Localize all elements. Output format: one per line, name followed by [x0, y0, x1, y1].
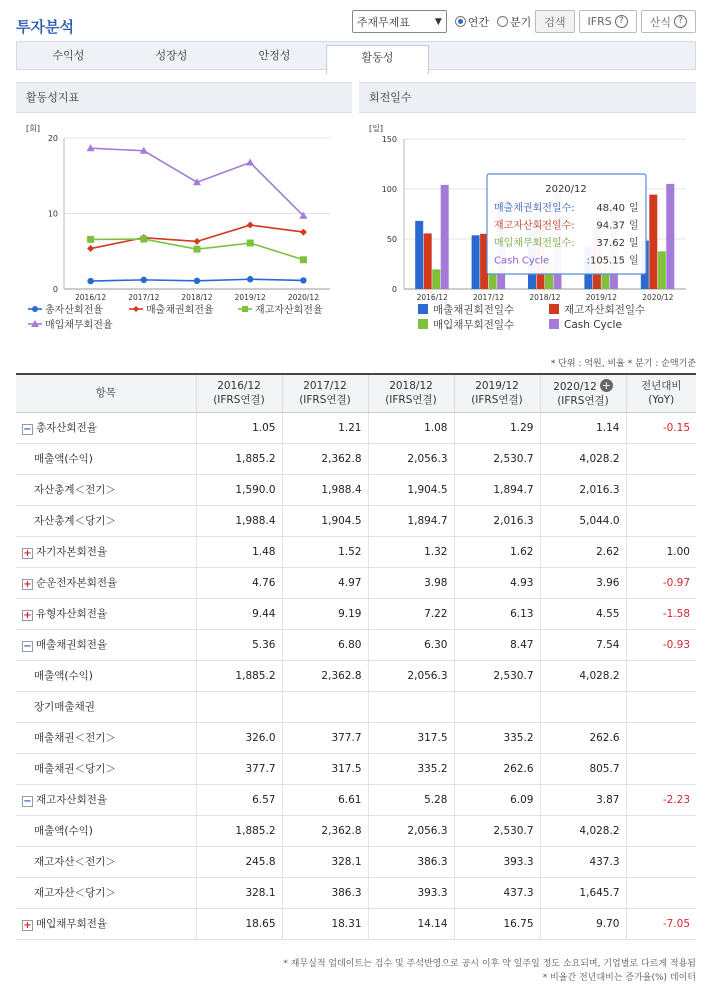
x-tick-label: 2018/12: [181, 293, 213, 302]
series-line: [91, 225, 304, 248]
value-cell: 328.1: [196, 877, 282, 908]
bar[interactable]: [472, 235, 480, 289]
value-cell: 317.5: [282, 753, 368, 784]
value-cell: 4.93: [454, 567, 540, 598]
value-cell: 2.62: [540, 536, 626, 567]
value-cell: 1,904.5: [282, 505, 368, 536]
value-cell: 386.3: [368, 846, 454, 877]
value-cell: 6.13: [454, 598, 540, 629]
yoy-cell: [626, 722, 696, 753]
radio-quarter[interactable]: [497, 14, 531, 30]
value-cell: 2,056.3: [368, 443, 454, 474]
expand-icon[interactable]: +: [23, 920, 32, 931]
value-cell: 1.14: [540, 412, 626, 443]
y-unit-label: [회]: [26, 124, 40, 133]
collapse-icon[interactable]: −: [23, 424, 32, 435]
value-cell: 14.14: [368, 908, 454, 939]
tooltip-value: 94.37: [596, 220, 625, 232]
tooltip-value: 48.40: [596, 203, 625, 214]
value-cell: 805.7: [540, 753, 626, 784]
data-point[interactable]: [140, 236, 147, 243]
radio-quarter-label: 분기: [510, 15, 532, 29]
value-cell: 5.28: [368, 784, 454, 815]
x-tick-label: 2020/12: [642, 293, 674, 302]
value-cell: 328.1: [282, 846, 368, 877]
footnotes: [283, 957, 696, 985]
table-row: [16, 753, 696, 784]
value-cell: 1.48: [196, 536, 282, 567]
row-label: 매출액(수익): [16, 443, 196, 474]
radio-annual-label: 연간: [467, 15, 489, 29]
value-cell: 6.80: [282, 629, 368, 660]
value-cell: 2,530.7: [454, 443, 540, 474]
value-cell: 393.3: [454, 846, 540, 877]
y-tick-label: 10: [47, 209, 58, 219]
value-cell: 393.3: [368, 877, 454, 908]
yoy-cell: 1.00: [626, 536, 696, 567]
row-label: + 유형자산회전율: [16, 598, 196, 629]
bar[interactable]: [415, 221, 423, 289]
value-cell: 2,362.8: [282, 815, 368, 846]
tooltip-label: 매입채무회전일수:: [494, 238, 575, 249]
analysis-tabs: [16, 41, 696, 70]
bar[interactable]: [649, 195, 657, 289]
turnover-days-bar-chart: [359, 113, 696, 338]
legend-marker: [133, 306, 139, 312]
value-cell: 1,894.7: [368, 505, 454, 536]
table-row[interactable]: [16, 567, 696, 598]
value-cell: 386.3: [282, 877, 368, 908]
value-cell: 335.2: [368, 753, 454, 784]
statement-select-value: 주재무제표: [356, 15, 410, 29]
yoy-cell: [626, 660, 696, 691]
bar[interactable]: [424, 233, 432, 289]
row-label: 재고자산＜전기＞: [16, 846, 196, 877]
value-cell: 3.87: [540, 784, 626, 815]
row-label: 매출채권＜당기＞: [16, 753, 196, 784]
legend-label[interactable]: 매입채무회전율: [45, 320, 113, 331]
value-cell: 1,645.7: [540, 877, 626, 908]
value-cell: 2,530.7: [454, 815, 540, 846]
row-label: − 재고자산회전율: [16, 784, 196, 815]
legend-label[interactable]: Cash Cycle: [564, 319, 622, 331]
tooltip-unit: 일: [629, 203, 639, 214]
value-cell: 245.8: [196, 846, 282, 877]
y-tick-label: 50: [386, 235, 397, 244]
value-cell: 1.05: [196, 412, 282, 443]
expand-icon[interactable]: +: [23, 548, 32, 559]
legend-label[interactable]: 재고자산회전율: [255, 305, 323, 316]
value-cell: 6.30: [368, 629, 454, 660]
collapse-icon[interactable]: −: [23, 641, 32, 652]
value-cell: 1,988.4: [282, 474, 368, 505]
value-cell: 1.29: [454, 412, 540, 443]
value-cell: 377.7: [196, 753, 282, 784]
activity-table: [16, 373, 696, 940]
table-row[interactable]: [16, 598, 696, 629]
value-cell: 1.52: [282, 536, 368, 567]
data-point[interactable]: [246, 159, 254, 166]
value-cell: 6.57: [196, 784, 282, 815]
unit-note: * 단위 : 억원, 비율 * 분기 : 순액기준: [550, 359, 696, 369]
header-item: 항목: [16, 374, 196, 412]
value-cell: 2,016.3: [540, 474, 626, 505]
value-cell: 2,016.3: [454, 505, 540, 536]
yoy-cell: [626, 815, 696, 846]
radio-off-icon: [497, 16, 508, 27]
legend-label[interactable]: 매입채무회전일수: [433, 319, 515, 331]
y-tick-label: 0: [52, 285, 58, 294]
value-cell: 335.2: [454, 722, 540, 753]
collapse-icon[interactable]: −: [23, 796, 32, 807]
x-tick-label: 2018/12: [529, 293, 561, 302]
legend-label[interactable]: 매출채권회전일수: [433, 304, 515, 316]
value-cell: 7.22: [368, 598, 454, 629]
row-label: − 매출채권회전율: [16, 629, 196, 660]
table-row: [16, 815, 696, 846]
table-row[interactable]: [16, 629, 696, 660]
x-tick-label: 2016/12: [416, 293, 448, 302]
tooltip-label: Cash Cycle: [494, 255, 550, 267]
tab-profitability[interactable]: 수익성: [52, 49, 85, 62]
yoy-cell: [626, 753, 696, 784]
row-label: 매출액(수익): [16, 660, 196, 691]
y-tick-label: 20: [47, 134, 58, 143]
x-tick-label: 2020/12: [287, 293, 319, 302]
tooltip-unit: 일: [629, 255, 639, 267]
value-cell: 16.75: [454, 908, 540, 939]
value-cell: 4,028.2: [540, 443, 626, 474]
question-icon: ?: [674, 15, 687, 28]
data-point[interactable]: [247, 222, 254, 229]
yoy-cell: [626, 877, 696, 908]
value-cell: 1,904.5: [368, 474, 454, 505]
value-cell: 1.08: [368, 412, 454, 443]
yoy-cell: -0.93: [626, 629, 696, 660]
x-tick-label: 2017/12: [473, 293, 505, 302]
search-button[interactable]: 검색: [535, 10, 574, 33]
yoy-cell: [626, 846, 696, 877]
value-cell: 4.55: [540, 598, 626, 629]
value-cell: 1.62: [454, 536, 540, 567]
bar[interactable]: [432, 269, 440, 289]
table-row[interactable]: [16, 784, 696, 815]
turnover-days-panel: [359, 82, 696, 338]
value-cell: 5,044.0: [540, 505, 626, 536]
value-cell: 4.97: [282, 567, 368, 598]
row-label: 매출액(수익): [16, 815, 196, 846]
value-cell: [282, 691, 368, 722]
chart-tooltip: [487, 174, 646, 274]
table-row: [16, 443, 696, 474]
tooltip-title: 2020/12: [545, 184, 587, 195]
value-cell: 317.5: [368, 722, 454, 753]
legend-marker: [32, 306, 38, 312]
value-cell: 1,988.4: [196, 505, 282, 536]
value-cell: 2,362.8: [282, 660, 368, 691]
header-year: 2016/12 (IFRS연결): [196, 374, 282, 412]
value-cell: 1,894.7: [454, 474, 540, 505]
value-cell: 18.65: [196, 908, 282, 939]
yoy-cell: [626, 691, 696, 722]
value-cell: 1,885.2: [196, 660, 282, 691]
legend-swatch: [418, 304, 428, 314]
legend-label[interactable]: 매출채권회전율: [146, 305, 214, 316]
value-cell: [196, 691, 282, 722]
row-label: + 자기자본회전율: [16, 536, 196, 567]
value-cell: 377.7: [282, 722, 368, 753]
formula-help-button[interactable]: [641, 10, 696, 33]
chevron-down-icon: ▼: [434, 16, 442, 27]
value-cell: 1.21: [282, 412, 368, 443]
footnote: * 재무실적 업데이트는 검수 및 주석반영으로 공시 이후 약 일주일 정도 소요되며, 기업별로 다르게 적용됨: [283, 959, 696, 969]
yoy-cell: -2.23: [626, 784, 696, 815]
value-cell: [540, 691, 626, 722]
legend-label[interactable]: 재고자산회전일수: [564, 304, 646, 316]
yoy-cell: [626, 474, 696, 505]
data-point[interactable]: [300, 229, 307, 236]
value-cell: 3.96: [540, 567, 626, 598]
value-cell: 18.31: [282, 908, 368, 939]
row-label: 재고자산＜당기＞: [16, 877, 196, 908]
tooltip-value: 37.62: [596, 238, 625, 249]
toolbar: [352, 10, 696, 33]
ifrs-label: IFRS: [587, 15, 612, 28]
page-title: 투자분석: [16, 18, 74, 36]
yoy-cell: -0.15: [626, 412, 696, 443]
value-cell: 4.76: [196, 567, 282, 598]
table-row: [16, 474, 696, 505]
row-label: 자산총계＜당기＞: [16, 505, 196, 536]
y-tick-label: 150: [381, 135, 397, 144]
activity-ratio-heading: 활동성지표: [16, 83, 352, 113]
x-tick-label: 2016/12: [75, 293, 107, 302]
activity-ratio-panel: [16, 82, 352, 338]
data-point[interactable]: [247, 276, 253, 282]
header-year: 2019/12 (IFRS연결): [454, 374, 540, 412]
expand-icon[interactable]: +: [23, 579, 32, 590]
value-cell: [368, 691, 454, 722]
value-cell: 3.98: [368, 567, 454, 598]
legend-marker: [242, 306, 248, 312]
value-cell: 4,028.2: [540, 660, 626, 691]
data-point[interactable]: [247, 240, 254, 247]
footnote: * 비율간 전년대비는 증가율(%) 데이터: [542, 973, 696, 983]
value-cell: 7.54: [540, 629, 626, 660]
legend-swatch: [549, 304, 559, 314]
value-cell: 262.6: [540, 722, 626, 753]
y-tick-label: 0: [391, 285, 397, 294]
tab-growth[interactable]: 성장성: [155, 49, 188, 62]
header-yoy: 전년대비 (YoY): [626, 374, 696, 412]
yoy-cell: -7.05: [626, 908, 696, 939]
yoy-cell: [626, 443, 696, 474]
header-year: 2018/12 (IFRS연결): [368, 374, 454, 412]
x-tick-label: 2017/12: [128, 293, 160, 302]
question-icon: ?: [615, 15, 628, 28]
table-row[interactable]: [16, 908, 696, 939]
tooltip-label: 매출채권회전일수:: [494, 203, 575, 214]
table-row[interactable]: [16, 412, 696, 443]
y-unit-label: [일]: [369, 124, 383, 133]
value-cell: 2,362.8: [282, 443, 368, 474]
value-cell: 2,056.3: [368, 660, 454, 691]
value-cell: 6.09: [454, 784, 540, 815]
row-label: + 매입채무회전율: [16, 908, 196, 939]
table-row: [16, 505, 696, 536]
table-row: [16, 877, 696, 908]
value-cell: 8.47: [454, 629, 540, 660]
value-cell: 437.3: [454, 877, 540, 908]
tooltip-unit: 일: [629, 220, 639, 232]
data-point[interactable]: [87, 278, 93, 284]
y-tick-label: 100: [381, 185, 397, 194]
row-label: + 순운전자본회전율: [16, 567, 196, 598]
data-point[interactable]: [87, 236, 94, 243]
row-label: 매출채권＜전기＞: [16, 722, 196, 753]
value-cell: 1.32: [368, 536, 454, 567]
value-cell: 1,885.2: [196, 815, 282, 846]
legend-swatch: [549, 319, 559, 329]
value-cell: 2,056.3: [368, 815, 454, 846]
tooltip-unit: 일: [629, 238, 639, 249]
legend-label[interactable]: 총자산회전율: [45, 305, 103, 316]
table-row: [16, 846, 696, 877]
radio-on-icon: [455, 16, 466, 27]
table-header-row: [16, 374, 696, 412]
ifrs-help-button[interactable]: [579, 10, 637, 33]
row-label: − 총자산회전율: [16, 412, 196, 443]
value-cell: [454, 691, 540, 722]
value-cell: 437.3: [540, 846, 626, 877]
bar[interactable]: [658, 251, 666, 289]
tooltip-value: :105.15: [586, 255, 625, 267]
yoy-cell: -0.97: [626, 567, 696, 598]
tab-stability[interactable]: 안정성: [258, 49, 291, 62]
value-cell: 1,885.2: [196, 443, 282, 474]
data-point[interactable]: [300, 256, 307, 263]
value-cell: 5.36: [196, 629, 282, 660]
add-column-icon[interactable]: +: [601, 378, 611, 392]
yoy-cell: [626, 505, 696, 536]
x-tick-label: 2019/12: [585, 293, 617, 302]
data-point[interactable]: [194, 278, 200, 284]
value-cell: 2,530.7: [454, 660, 540, 691]
value-cell: 262.6: [454, 753, 540, 784]
yoy-cell: -1.58: [626, 598, 696, 629]
value-cell: 9.44: [196, 598, 282, 629]
value-cell: 9.19: [282, 598, 368, 629]
row-label: 자산총계＜전기＞: [16, 474, 196, 505]
formula-label: 산식: [649, 15, 671, 29]
value-cell: 6.61: [282, 784, 368, 815]
data-point[interactable]: [141, 277, 147, 283]
value-cell: 9.70: [540, 908, 626, 939]
value-cell: 326.0: [196, 722, 282, 753]
turnover-days-heading: 회전일수: [359, 83, 696, 113]
tooltip-label: 재고자산회전일수:: [494, 220, 575, 232]
table-row: [16, 691, 696, 722]
legend-swatch: [418, 319, 428, 329]
data-point[interactable]: [194, 238, 201, 245]
table-row: [16, 722, 696, 753]
data-point[interactable]: [300, 277, 306, 283]
radio-annual[interactable]: [455, 14, 489, 30]
row-label: 장기매출채권: [16, 691, 196, 722]
expand-icon[interactable]: +: [23, 610, 32, 621]
value-cell: 4,028.2: [540, 815, 626, 846]
bar[interactable]: [666, 184, 674, 289]
statement-select[interactable]: [352, 10, 447, 33]
data-point[interactable]: [87, 245, 94, 252]
header-year: 2017/12 (IFRS연결): [282, 374, 368, 412]
bar[interactable]: [441, 185, 449, 289]
tab-activity[interactable]: 활동성: [326, 45, 429, 74]
table-row: [16, 660, 696, 691]
x-tick-label: 2019/12: [234, 293, 266, 302]
header-year: 2020/12 + (IFRS연결): [540, 374, 626, 412]
table-row[interactable]: [16, 536, 696, 567]
value-cell: 1,590.0: [196, 474, 282, 505]
activity-line-chart: [16, 113, 352, 338]
data-point[interactable]: [194, 246, 201, 253]
